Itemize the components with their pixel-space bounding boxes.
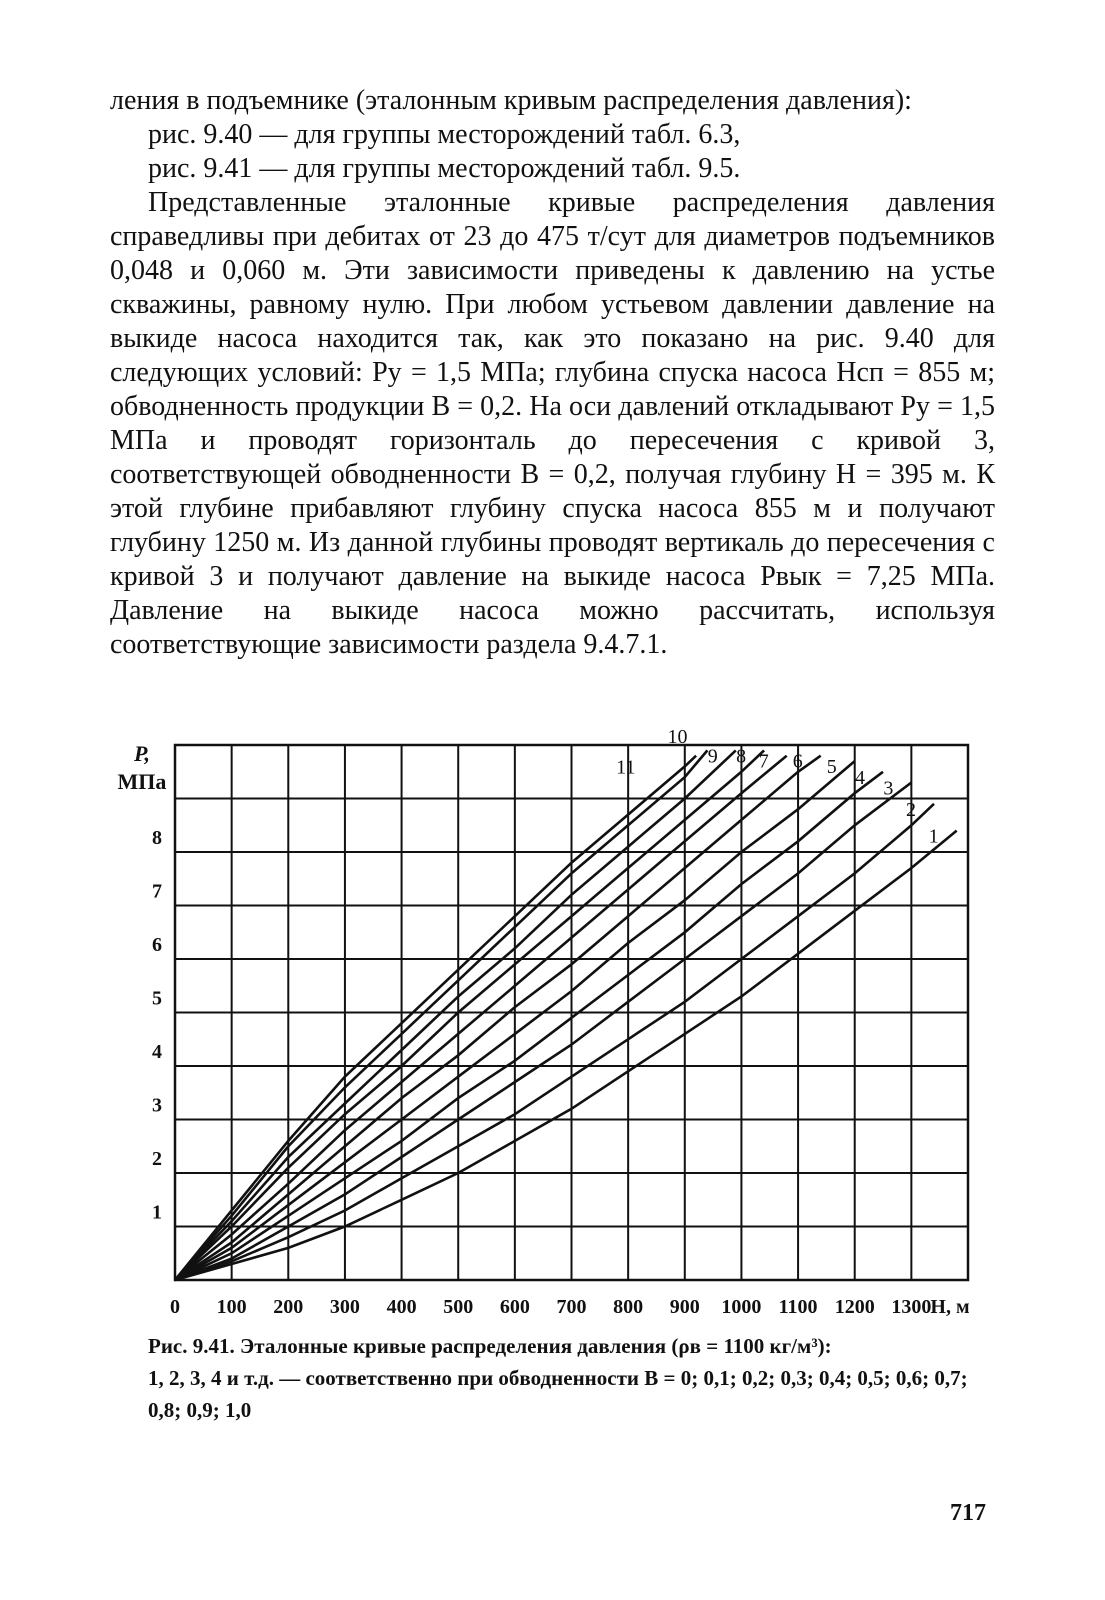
curve-label-8: 8 [736, 745, 747, 768]
y-tick-label: 7 [152, 880, 162, 903]
curve-8 [175, 750, 764, 1280]
x-tick-label: 700 [556, 1296, 587, 1318]
y-tick-label: 3 [152, 1094, 162, 1117]
x-tick-label: 400 [386, 1296, 417, 1318]
y-tick-label: 8 [152, 827, 162, 849]
paragraph-1: Представленные эталонные кривые распределения давления справедливы при дебитах от 23 до 475 т/сут для диаметров подъемников 0,048 и 0,060 м. Эти зависимости приведены к давлению на устье скважины, равному нулю. При любом устьевом давлении давление на выкиде насоса находится так, как это показано на рис. 9.40 для следующих условий: Pу = 1,5 МПа; глубина спуска насоса Hсп = 855 м; обводненность продукции B = 0,2. На оси давлений откладывают Pу = 1,5 МПа и проводят горизонталь до пересечения с кривой 3, соответствующей обводненности B = 0,2, получая глубину H = 395 м. К этой глубине прибавляют глубину спуска насоса 855 м и получают глубину 1250 м. Из данной глубины проводят вертикаль до пересечения с кривой 3 и получают давление на выкиде насоса Pвык = 7,25 МПа. Давление на выкиде насоса можно рассчитать, используя соответствующие зависимости раздела 9.4.7.1. [110, 187, 995, 660]
curve-label-3: 3 [883, 777, 894, 800]
x-tick-label: 600 [499, 1296, 530, 1318]
y-tick-label: 5 [152, 987, 162, 1010]
page-number: 717 [950, 1500, 986, 1526]
x-tick-label: 1300 [891, 1296, 932, 1318]
curve-label-1: 1 [928, 825, 939, 848]
curve-label-2: 2 [906, 798, 917, 821]
x-tick-label: 200 [273, 1296, 304, 1318]
y-tick-label: 2 [152, 1148, 162, 1170]
y-tick-label: 4 [152, 1041, 162, 1063]
text-line-1: ления в подъемнике (эталонным кривым распределения давления): [110, 85, 912, 116]
curve-label-7: 7 [758, 750, 769, 773]
curve-label-6: 6 [792, 750, 803, 773]
y-axis-symbol: P, [133, 741, 151, 766]
curve-label-10: 10 [667, 726, 688, 748]
curve-6 [175, 756, 821, 1280]
x-tick-label: 1000 [721, 1296, 762, 1318]
x-tick-label: 500 [443, 1296, 474, 1318]
curve-label-9: 9 [707, 745, 718, 768]
x-axis-label: H, м [930, 1296, 970, 1318]
figure-reference-2: рис. 9.41 — для группы месторождений табл. 9.5. [148, 153, 741, 184]
curve-4 [175, 772, 883, 1280]
x-tick-label: 800 [613, 1296, 644, 1318]
caption-title: Рис. 9.41. Эталонные кривые распределения давления (ρв = 1100 кг/м³): [148, 1334, 832, 1358]
curve-7 [175, 756, 787, 1280]
x-tick-label: 100 [216, 1296, 247, 1318]
figure-caption [148, 1330, 998, 1426]
x-tick-label: 0 [170, 1296, 180, 1318]
curve-label-4: 4 [855, 766, 866, 789]
x-tick-label: 900 [669, 1296, 700, 1318]
y-axis-unit: МПа [117, 769, 167, 794]
y-tick-label: 1 [152, 1201, 162, 1224]
x-tick-label: 300 [329, 1296, 360, 1318]
figure-reference-1: рис. 9.40 — для группы месторождений табл. 6.3, [148, 119, 741, 150]
x-tick-label: 1100 [778, 1296, 818, 1318]
curve-label-11: 11 [616, 756, 636, 779]
curve-3 [175, 783, 911, 1281]
curve-label-5: 5 [826, 756, 837, 779]
x-tick-label: 1200 [834, 1296, 875, 1318]
caption-legend: 1, 2, 3, 4 и т.д. — соответственно при обводненности B = 0; 0,1; 0,2; 0,3; 0,4; 0,5; 0,6; 0,7; 0,8; 0,9; 1,0 [148, 1366, 968, 1422]
y-tick-label: 6 [152, 934, 162, 956]
